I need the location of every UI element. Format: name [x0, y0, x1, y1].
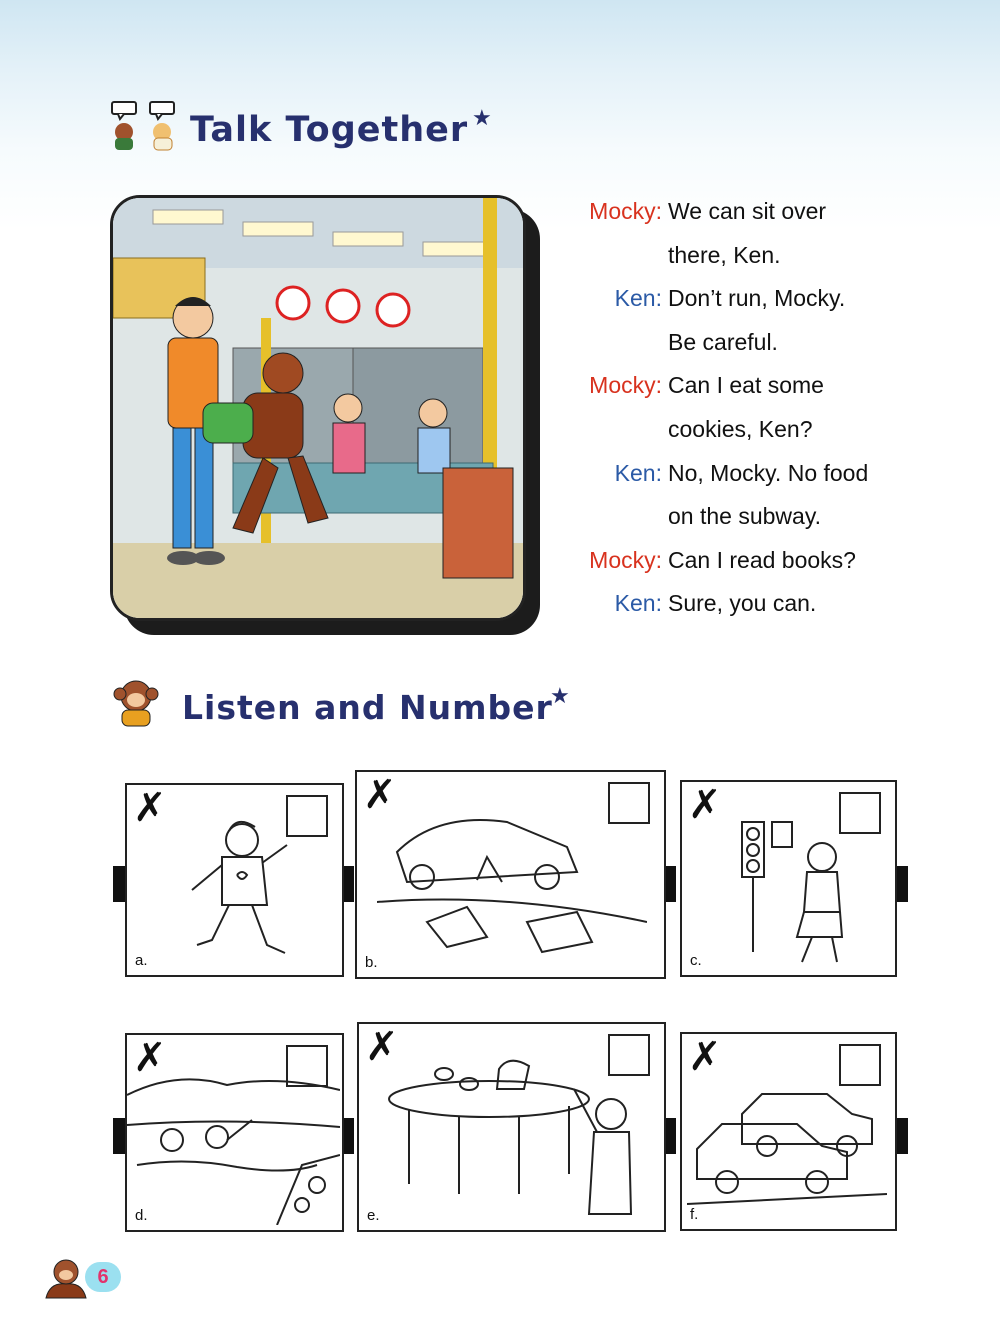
cross-mark-icon: ✗	[363, 772, 397, 818]
dialog-text: on the subway.	[668, 503, 822, 530]
girl-crossing-light-icon	[722, 802, 872, 967]
picture-panel-b	[355, 770, 666, 979]
mocky-mascot-icon	[40, 1256, 90, 1300]
number-answer-box[interactable]	[839, 1044, 881, 1086]
dialog-line	[560, 364, 980, 408]
dialog-line	[560, 277, 980, 321]
dialog-speaker: Ken:	[614, 459, 662, 486]
boy-with-teapot-icon	[379, 1044, 649, 1224]
difficulty-star-icon: ★	[550, 684, 570, 709]
parked-cars-icon	[687, 1084, 887, 1224]
dialog-speaker: Mocky:	[589, 198, 662, 224]
girl-running-icon	[167, 805, 307, 965]
dialog-text: there, Ken.	[668, 241, 781, 268]
page-number: 6	[85, 1262, 121, 1292]
panel-connector	[896, 1118, 908, 1154]
picture-panel-a	[125, 783, 344, 977]
cross-mark-icon: ✗	[133, 785, 167, 831]
children-swimming-icon	[127, 1055, 340, 1225]
dialog-line	[560, 321, 980, 365]
dialog-line	[560, 452, 980, 496]
dialog-line	[560, 408, 980, 452]
dialog-text: Can I eat some	[668, 372, 824, 399]
dialog-text: Don’t run, Mocky.	[668, 285, 846, 312]
dialog-text: cookies, Ken?	[668, 415, 813, 442]
dialog-line	[560, 234, 980, 278]
dialog-speaker: Ken:	[614, 590, 662, 617]
mocky-listening-icon	[108, 672, 164, 728]
dialog-line	[560, 582, 980, 626]
picture-label: b.	[365, 954, 378, 971]
subway-car-drawing	[113, 198, 523, 618]
panel-connector	[113, 866, 125, 902]
dialog-lines	[560, 190, 980, 626]
cross-mark-icon: ✗	[688, 782, 722, 828]
dialog-text: Can I read books?	[668, 546, 856, 573]
picture-panel-c	[680, 780, 897, 977]
dialog-line	[560, 495, 980, 539]
talk-together-title: Talk Together	[190, 110, 469, 150]
subway-scene-illustration	[110, 195, 526, 621]
dialog-text: Be careful.	[668, 328, 778, 355]
picture-label: d.	[135, 1207, 148, 1224]
picture-label: e.	[367, 1207, 380, 1224]
picture-label: c.	[690, 952, 702, 969]
dialog-speaker: Mocky:	[589, 372, 662, 399]
picture-panel-e	[357, 1022, 666, 1232]
difficulty-star-icon: ★	[472, 106, 492, 131]
picture-panel-f	[680, 1032, 897, 1231]
dialog-text: No, Mocky. No food	[668, 459, 869, 486]
dialog-line	[560, 190, 980, 234]
talk-together-characters-icon	[110, 100, 182, 152]
panel-connector	[113, 1118, 125, 1154]
picture-label: a.	[135, 952, 148, 969]
listen-number-title: Listen and Number	[182, 688, 553, 727]
cross-mark-icon: ✗	[688, 1034, 722, 1080]
dialog-text: Sure, you can.	[668, 590, 817, 617]
dialog-line	[560, 539, 980, 583]
dialog-text: We can sit over	[668, 198, 827, 224]
panel-connector	[896, 866, 908, 902]
picture-label: f.	[690, 1206, 699, 1223]
picture-panel-d	[125, 1033, 344, 1232]
dialog-speaker: Ken:	[614, 285, 662, 312]
cross-mark-icon: ✗	[365, 1024, 399, 1070]
cross-mark-icon: ✗	[133, 1035, 167, 1081]
dialog-speaker: Mocky:	[589, 546, 662, 573]
litter-from-car-icon	[377, 792, 647, 962]
